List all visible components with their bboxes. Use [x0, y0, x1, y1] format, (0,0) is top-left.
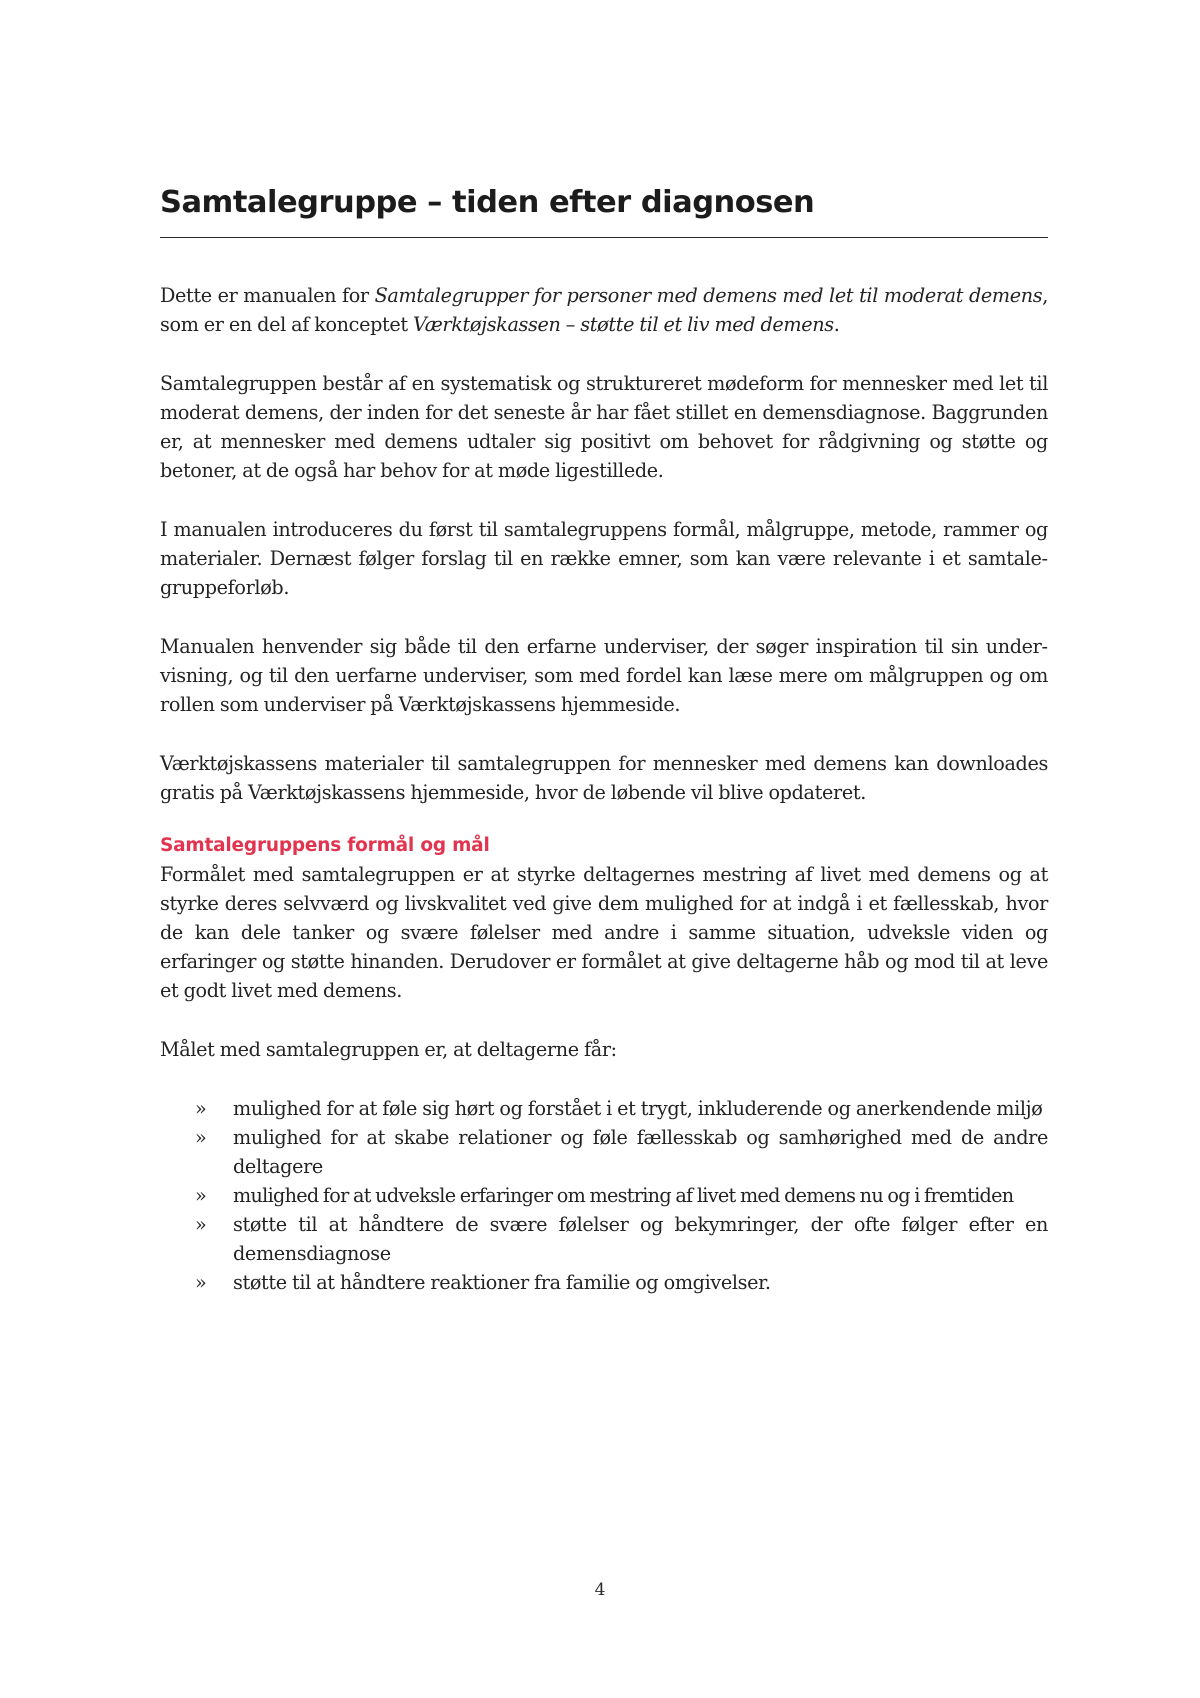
list-item: [160, 1210, 1048, 1268]
list-item-text: mulighed for at udveksle erfaringer om mestring af livet med demens nu og i fremtiden: [233, 1184, 1014, 1207]
paragraph-overview: I manualen introduceres du først til samtalegruppens formål, målgruppe, metode, rammer og materialer. Dernæst følger forslag til en række emner, som kan være relevante i et samtalegruppeforløb.: [160, 518, 1048, 599]
list-item: [160, 1094, 1048, 1123]
list-item-text: støtte til at håndtere reaktioner fra familie og omgivelser.: [233, 1271, 771, 1294]
list-item: [160, 1268, 1048, 1297]
list-item-text: mulighed for at føle sig hørt og forstået i et trygt, inkluderende og anerkendende miljø: [233, 1097, 1043, 1120]
bullet-marker-icon: »: [195, 1213, 207, 1236]
paragraph-purpose: Formålet med samtalegruppen er at styrke deltagernes mestring af livet med demens og at styrke deres selvværd og livskvalitet ved give dem mulighed for at indgå i et fællesskab, hvor de kan dele tanker og svære følelser med andre i samme situation, udveksle viden og erfaringer og støtte hinanden. Derudover er formålet at give deltagerne håb og mod til at leve et godt livet med demens.: [160, 863, 1048, 1002]
intro-paragraph: [160, 281, 1048, 339]
bullet-marker-icon: »: [195, 1184, 207, 1207]
bullet-marker-icon: »: [195, 1271, 207, 1294]
list-item-text: mulighed for at skabe relationer og føle fællesskab og samhørighed med de andre deltagere: [233, 1126, 1048, 1178]
paragraph-audience: Manualen henvender sig både til den erfarne underviser, der søger inspiration til sin undervisning, og til den uerfarne underviser, som med fordel kan læse mere om målgruppen og om rollen som underviser på Værktøjskassens hjemmeside.: [160, 635, 1048, 716]
page-content: [160, 183, 1048, 1297]
goal-list: [160, 1094, 1048, 1297]
intro-text-start: Dette er manualen for: [160, 284, 375, 307]
intro-concept-title: Værktøjskassen – støtte til et liv med demens: [413, 313, 834, 336]
page-title: Samtalegruppe – tiden efter diagnosen: [160, 183, 1048, 238]
intro-text-middle: , som er en del af konceptet: [160, 284, 1048, 336]
paragraph-materials: Værktøjskassens materialer til samtalegruppen for mennesker med demens kan downloades gratis på Værktøjskassens hjemmeside, hvor de løbende vil blive opdateret.: [160, 752, 1048, 804]
bullet-marker-icon: »: [195, 1097, 207, 1120]
list-item: [160, 1123, 1048, 1181]
list-item: [160, 1181, 1048, 1210]
section-heading: Samtalegruppens formål og mål: [160, 835, 490, 856]
intro-manual-title: Samtalegrupper for personer med demens med let til moderat demens: [374, 284, 1043, 307]
intro-text-end: .: [833, 313, 840, 336]
paragraph-structure: Samtalegruppen består af en systematisk og struktureret mødeform for mennesker med let til moderat demens, der inden for det seneste år har fået stillet en demensdiagnose. Baggrunden er, at mennesker med demens udtaler sig positivt om behovet for rådgivning og støtte og betoner, at de også har behov for at møde ligestillede.: [160, 372, 1048, 482]
bullet-marker-icon: »: [195, 1126, 207, 1149]
page-number: 4: [594, 1580, 606, 1600]
paragraph-goal-intro: Målet med samtalegruppen er, at deltagerne får:: [160, 1038, 617, 1061]
list-item-text: støtte til at håndtere de svære følelser og bekymringer, der ofte følger efter en demensdiagnose: [233, 1213, 1048, 1265]
